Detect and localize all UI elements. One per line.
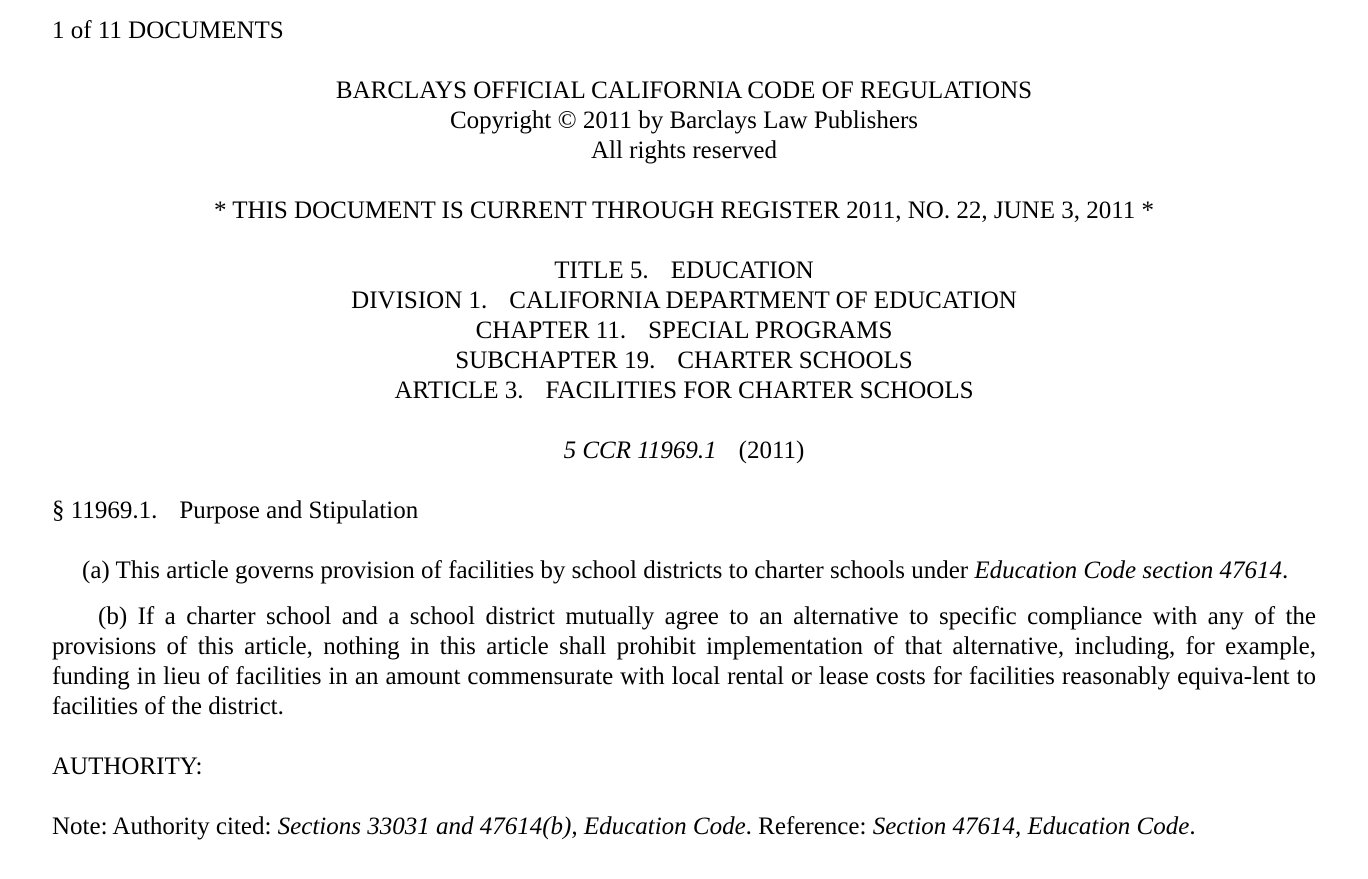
hierarchy-name: SPECIAL PROGRAMS xyxy=(648,317,893,344)
hierarchy-label: CHAPTER 11. xyxy=(475,317,627,344)
hierarchy-article xyxy=(52,376,1316,406)
hierarchy-title xyxy=(52,256,1316,286)
paragraph-a-end: . xyxy=(1281,557,1289,584)
authority-heading: AUTHORITY: xyxy=(52,753,203,780)
hierarchy-name: EDUCATION xyxy=(670,257,814,284)
document-page xyxy=(52,16,1316,842)
reference-citation: Section 47614, Education Code xyxy=(872,813,1190,840)
section-heading xyxy=(52,496,1316,526)
code-hierarchy xyxy=(52,256,1316,406)
hierarchy-division xyxy=(52,286,1316,316)
authority-note-end: . xyxy=(1189,813,1196,840)
paragraph-a-text: (a) This article governs provision of facilities by school districts to charter schools under xyxy=(82,557,975,584)
paragraph-b: (b) If a charter school and a school district mutually agree to an alternative to specific compliance with any of the provisions of this article, nothing in this article shall prohibit implementation of that alternative, including, for example, funding in lieu of facilities in an amount commensurate with local rental or lease costs for facilities reasonably equiva-lent to facilities of the district. xyxy=(52,603,1316,720)
hierarchy-label: DIVISION 1. xyxy=(351,287,488,314)
hierarchy-name: FACILITIES FOR CHARTER SCHOOLS xyxy=(545,377,974,404)
authority-note-prefix: Note: Authority cited: xyxy=(52,813,278,840)
hierarchy-label: SUBCHAPTER 19. xyxy=(455,347,656,374)
authority-citation: Sections 33031 and 47614(b), Education Code xyxy=(277,813,746,840)
hierarchy-subchapter xyxy=(52,346,1316,376)
hierarchy-chapter xyxy=(52,316,1316,346)
citation-line xyxy=(52,436,1316,466)
publisher-title: BARCLAYS OFFICIAL CALIFORNIA CODE OF REGULATIONS xyxy=(335,77,1033,104)
paragraph-a-citation: Education Code section 47614 xyxy=(974,557,1282,584)
reference-prefix: . Reference: xyxy=(745,813,873,840)
section-number: § 11969.1. xyxy=(52,497,158,524)
copyright-line: Copyright © 2011 by Barclays Law Publishers xyxy=(449,107,919,134)
citation-code: 5 CCR 11969.1 xyxy=(563,437,717,464)
section-title: Purpose and Stipulation xyxy=(179,497,419,524)
currency-notice: * THIS DOCUMENT IS CURRENT THROUGH REGISTER 2011, NO. 22, JUNE 3, 2011 * xyxy=(213,197,1155,224)
authority-note xyxy=(52,812,1316,842)
document-count: 1 of 11 DOCUMENTS xyxy=(52,17,284,44)
hierarchy-name: CHARTER SCHOOLS xyxy=(677,347,913,374)
citation-year: (2011) xyxy=(738,437,805,464)
hierarchy-name: CALIFORNIA DEPARTMENT OF EDUCATION xyxy=(509,287,1017,314)
paragraph-a xyxy=(52,556,1316,586)
rights-line: All rights reserved xyxy=(590,137,778,164)
hierarchy-label: ARTICLE 3. xyxy=(394,377,524,404)
publisher-header xyxy=(52,76,1316,166)
hierarchy-label: TITLE 5. xyxy=(554,257,649,284)
